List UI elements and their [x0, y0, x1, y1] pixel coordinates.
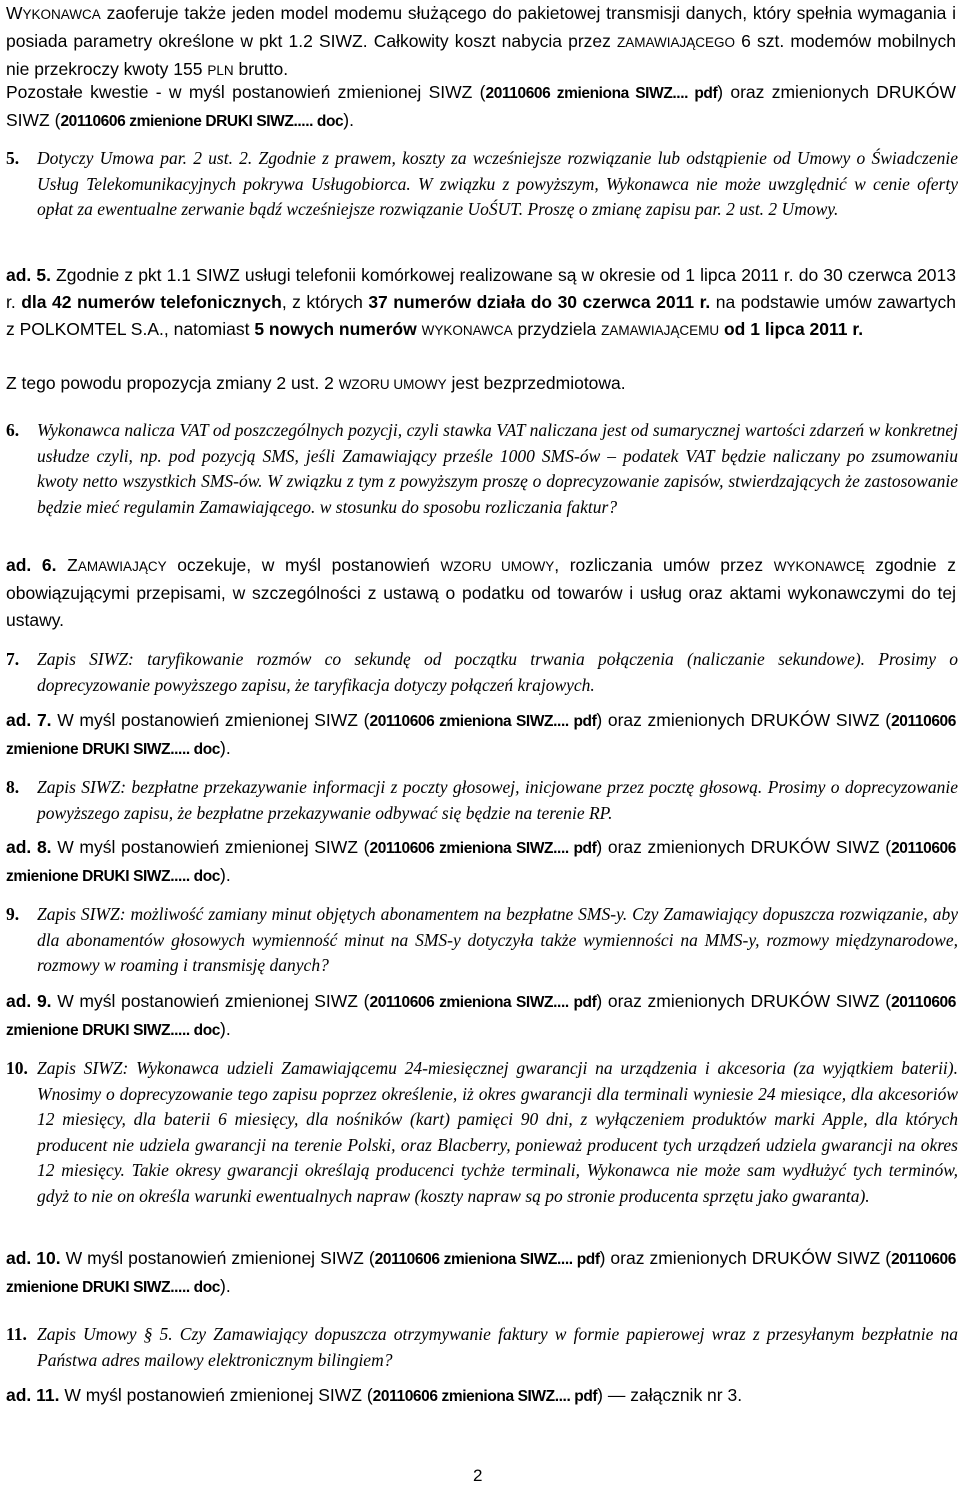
answer-text: ) oraz zmienionych DRUKÓW SIWZ (	[596, 710, 892, 730]
question-number: 5.	[6, 148, 20, 168]
ref-text: Pozostałe kwestie - w myśl postanowień zmienionej SIWZ (	[6, 82, 486, 102]
answer-text: ) oraz zmienionych DRUKÓW SIWZ (	[596, 991, 892, 1011]
question-10	[6, 1056, 958, 1209]
ref-ext: .... pdf	[553, 840, 597, 857]
answer-8	[6, 834, 956, 890]
ref-ext: ..... doc	[170, 1022, 221, 1039]
answer-7	[6, 707, 956, 763]
question-number: 9.	[6, 904, 20, 924]
ref-ext: .... pdf	[553, 713, 597, 730]
question-number: 8.	[6, 777, 20, 797]
answer-text: przydziela	[512, 319, 602, 339]
question-5	[6, 146, 958, 223]
answer-text: ).	[220, 1019, 231, 1039]
intro-text: zaoferuje także jeden model modemu służącego do pakietowej transmisji danych, który spełnia wymagania i posiada parametry określone w pkt 1.2 SIWZ. Całkowity koszt nabycia przez	[6, 3, 956, 51]
answer-label: ad. 5.	[6, 265, 51, 285]
answer-text: oczekuje, w myśl postanowień	[166, 555, 441, 575]
ref-filename: 20110606 zmieniona SIWZ	[374, 1251, 558, 1268]
answer-smallcaps: WYKONAWCĘ	[773, 559, 865, 574]
answer-text: , z których	[281, 292, 369, 312]
question-text: Zapis SIWZ: taryfikowanie rozmów co sekundę od początku trwania połączenia (naliczanie sekundowe). Prosimy o doprecyzowanie powyższego zapisu, że taryfikacja dotyczy połączeń krajowych.	[37, 649, 958, 695]
ref-text: ).	[343, 110, 354, 130]
ref-text: ) oraz zmienionych DRUKÓW SIWZ (	[6, 82, 956, 130]
answer-6	[6, 552, 956, 634]
answer-label: ad. 10.	[6, 1248, 61, 1268]
answer-text: , rozliczania umów przez	[554, 555, 774, 575]
answer-bold: 37 numerów działa do 30 czerwca 2011 r.	[368, 292, 711, 312]
answer-bold: dla 42 numerów telefonicznych	[21, 292, 282, 312]
answer-9	[6, 988, 956, 1044]
question-text: Dotyczy Umowa par. 2 ust. 2. Zgodnie z prawem, koszty za wcześniejsze rozwiązanie lub odstąpienie od Umowy o Świadczenie Usług Telekomunikacyjnych pokrywa Usługobiorca. W związku z powyższym, Wykonawca nie może uwzględnić w cenie oferty opłat za ewentualne zerwanie bądź wcześniejsze rozwiązanie UoŚUT. Proszę o zmianę zapisu par. 2 ust. 2 Umowy.	[37, 148, 958, 219]
intro-text: 6 szt. modemów mobilnych nie przekroczy kwoty 155	[6, 31, 956, 79]
ref-ext: ..... doc	[170, 1279, 221, 1296]
answer-text: Zgodnie z pkt 1.1 SIWZ usługi telefonii komórkowej realizowane są w okresie od 1 lipca 2011 r. do 30 czerwca 2013 r.	[6, 265, 956, 312]
answer-label: ad. 11.	[6, 1385, 60, 1405]
answer-label: ad. 6.	[6, 555, 57, 575]
question-number: 6.	[6, 420, 20, 440]
answer-text: ) oraz zmienionych DRUKÓW SIWZ (	[596, 837, 892, 857]
answer-smallcaps: WZORU UMOWY	[440, 559, 555, 574]
ref-filename: 20110606 zmienione DRUKI SIWZ	[6, 1251, 956, 1296]
answer-smallcaps: AMAWIAJĄCY	[77, 559, 167, 574]
question-number: 10.	[6, 1058, 28, 1078]
answer-text: ust. 2	[286, 373, 339, 393]
answer-smallcaps: WZORU UMOWY	[338, 377, 447, 392]
answer-text: W myśl postanowień zmienionej SIWZ (	[51, 837, 370, 857]
question-8	[6, 775, 958, 826]
answer-text: ) — załącznik nr 3.	[597, 1385, 743, 1405]
answer-label: ad. 9.	[6, 991, 52, 1011]
ref-ext: .... pdf	[557, 1251, 600, 1268]
question-text: Zapis SIWZ: możliwość zamiany minut objętych abonamentem na bezpłatne SMS-y. Czy Zamawiający dopuszcza rozwiązanie, aby dla abonamentów głosowych wymienność minut na SMS-y dotyczyła także wymienności na MMS-y, rozmowy międzynarodowe, rozmowy w roaming i transmisję danych?	[37, 904, 958, 975]
answer-text: ).	[220, 738, 231, 758]
intro-paragraph	[6, 0, 956, 84]
answer-label: ad. 7.	[6, 710, 52, 730]
ref-filename: 20110606 zmienione DRUKI SIWZ	[6, 994, 956, 1039]
page-number: 2	[473, 1466, 483, 1485]
question-7	[6, 647, 958, 698]
answer-text: W myśl postanowień zmienionej SIWZ (	[51, 710, 370, 730]
question-text: Wykonawca nalicza VAT od poszczególnych pozycji, czyli stawka VAT naliczana jest od sumarycznej wartości zdarzeń w konkretnej usłudze czyli, np. pod pozycją SMS, jeśli Zamawiający prześle 1000 SMS-ów – podatek VAT będzie naliczany po zsumowaniu kwoty netto wszystkich SMS-ów. W związku z tym z powyższym proszę o doprecyzowanie zapisów, stwierdzających że zastosowanie będzie mieć regulamin Zamawiającego. w stosunku do sposobu rozliczania faktur?	[37, 420, 958, 517]
answer-bold: 5 nowych numerów	[254, 319, 417, 339]
answer-5-conclusion	[6, 370, 956, 398]
answer-text: 2	[276, 373, 287, 393]
answer-text: jest bezprzedmiotowa.	[446, 373, 626, 393]
ref-filename: 20110606 zmienione DRUKI SIWZ	[6, 713, 956, 758]
question-9	[6, 902, 958, 979]
answer-text: zgodnie z obowiązującymi przepisami, w szczególności z ustawą o podatku od towarów i usług oraz aktami wykonawczymi do tej ustawy.	[6, 555, 956, 630]
answer-label: ad. 8.	[6, 837, 52, 857]
ref-filename: 20110606 zmienione DRUKI SIWZ	[60, 113, 294, 130]
answer-text: W myśl postanowień zmienionej SIWZ (	[51, 991, 370, 1011]
ref-ext: ..... doc	[170, 868, 221, 885]
answer-smallcaps: WYKONAWCA	[421, 323, 513, 338]
question-11	[6, 1322, 958, 1373]
answer-smallcaps: ZAMAWIAJĄCEMU	[601, 323, 720, 338]
intro-reference	[6, 79, 956, 135]
question-text: Zapis Umowy § 5. Czy Zamawiający dopuszcza otrzymywanie faktury w formie papierowej wraz z przesyłanym bezpłatnie na Państwa adres mailowy elektronicznym bilingiem?	[37, 1324, 958, 1370]
ref-filename: 20110606 zmieniona SIWZ	[369, 713, 554, 730]
intro-text: W	[6, 3, 23, 23]
answer-bold: od 1 lipca 2011 r.	[723, 319, 864, 339]
ref-ext: ..... doc	[293, 113, 344, 130]
answer-text: ).	[220, 1276, 231, 1296]
answer-text: W myśl postanowień zmienionej SIWZ (	[60, 1248, 375, 1268]
ref-ext: .... pdf	[554, 1388, 598, 1405]
intro-smallcaps: PLN	[207, 63, 234, 78]
ref-ext: ..... doc	[170, 741, 221, 758]
ref-filename: 20110606 zmieniona SIWZ	[369, 840, 554, 857]
question-number: 11.	[6, 1324, 27, 1344]
answer-10	[6, 1245, 956, 1301]
intro-text: brutto.	[233, 59, 289, 79]
intro-smallcaps: YKONAWCA	[22, 7, 101, 22]
ref-filename: 20110606 zmieniona SIWZ	[485, 85, 673, 102]
answer-text: W myśl postanowień zmienionej SIWZ (	[59, 1385, 373, 1405]
ref-ext: .... pdf	[672, 85, 718, 102]
question-number: 7.	[6, 649, 20, 669]
answer-text: Z tego powodu propozycja zmiany	[6, 373, 277, 393]
answer-text: ).	[220, 865, 231, 885]
ref-ext: .... pdf	[553, 994, 597, 1011]
ref-filename: 20110606 zmieniona SIWZ	[369, 994, 554, 1011]
answer-11	[6, 1382, 956, 1410]
question-6	[6, 418, 958, 520]
answer-text: ) oraz zmienionych DRUKÓW SIWZ (	[599, 1248, 892, 1268]
answer-text: Z	[56, 555, 78, 575]
answer-text: na podstawie umów zawartych z POLKOMTEL S.A., natomiast	[6, 292, 957, 339]
question-text: Zapis SIWZ: Wykonawca udzieli Zamawiającemu 24-miesięcznej gwarancji na urządzenia i akcesoria (za wyjątkiem baterii). Wnosimy o doprecyzowanie tego zapisu poprzez określenie, iż okres gwarancji dla terminali wyniesie 24 miesiące, dla akcesoriów 12 miesięcy, dla baterii 6 miesięcy, dla nośników (kart) pamięci 90 dni, z wyłączeniem produktów marki Apple, dla których producent nie udziela gwarancji na terenie Polski, oraz Blacberry, ponieważ producent tych urządzeń udziela gwarancji na okres 12 miesięcy. Takie okresy gwarancji określają producenci tychże terminali, Wykonawca nie może sam wydłużyć tych terminów, gdyż to nie on określa warunki ewentualnych napraw (koszty napraw są po stronie producenta sprzętu jako gwaranta).	[37, 1058, 958, 1206]
question-text: Zapis SIWZ: bezpłatne przekazywanie informacji z poczty głosowej, inicjowane przez pocztę głosową. Prosimy o doprecyzowanie powyższego zapisu, że bezpłatne przekazywanie odbywać się będzie na terenie RP.	[37, 777, 958, 823]
intro-smallcaps: ZAMAWIAJĄCEGO	[617, 35, 736, 50]
ref-filename: 20110606 zmienione DRUKI SIWZ	[6, 840, 956, 885]
ref-filename: 20110606 zmieniona SIWZ	[372, 1388, 555, 1405]
answer-5	[6, 262, 956, 344]
